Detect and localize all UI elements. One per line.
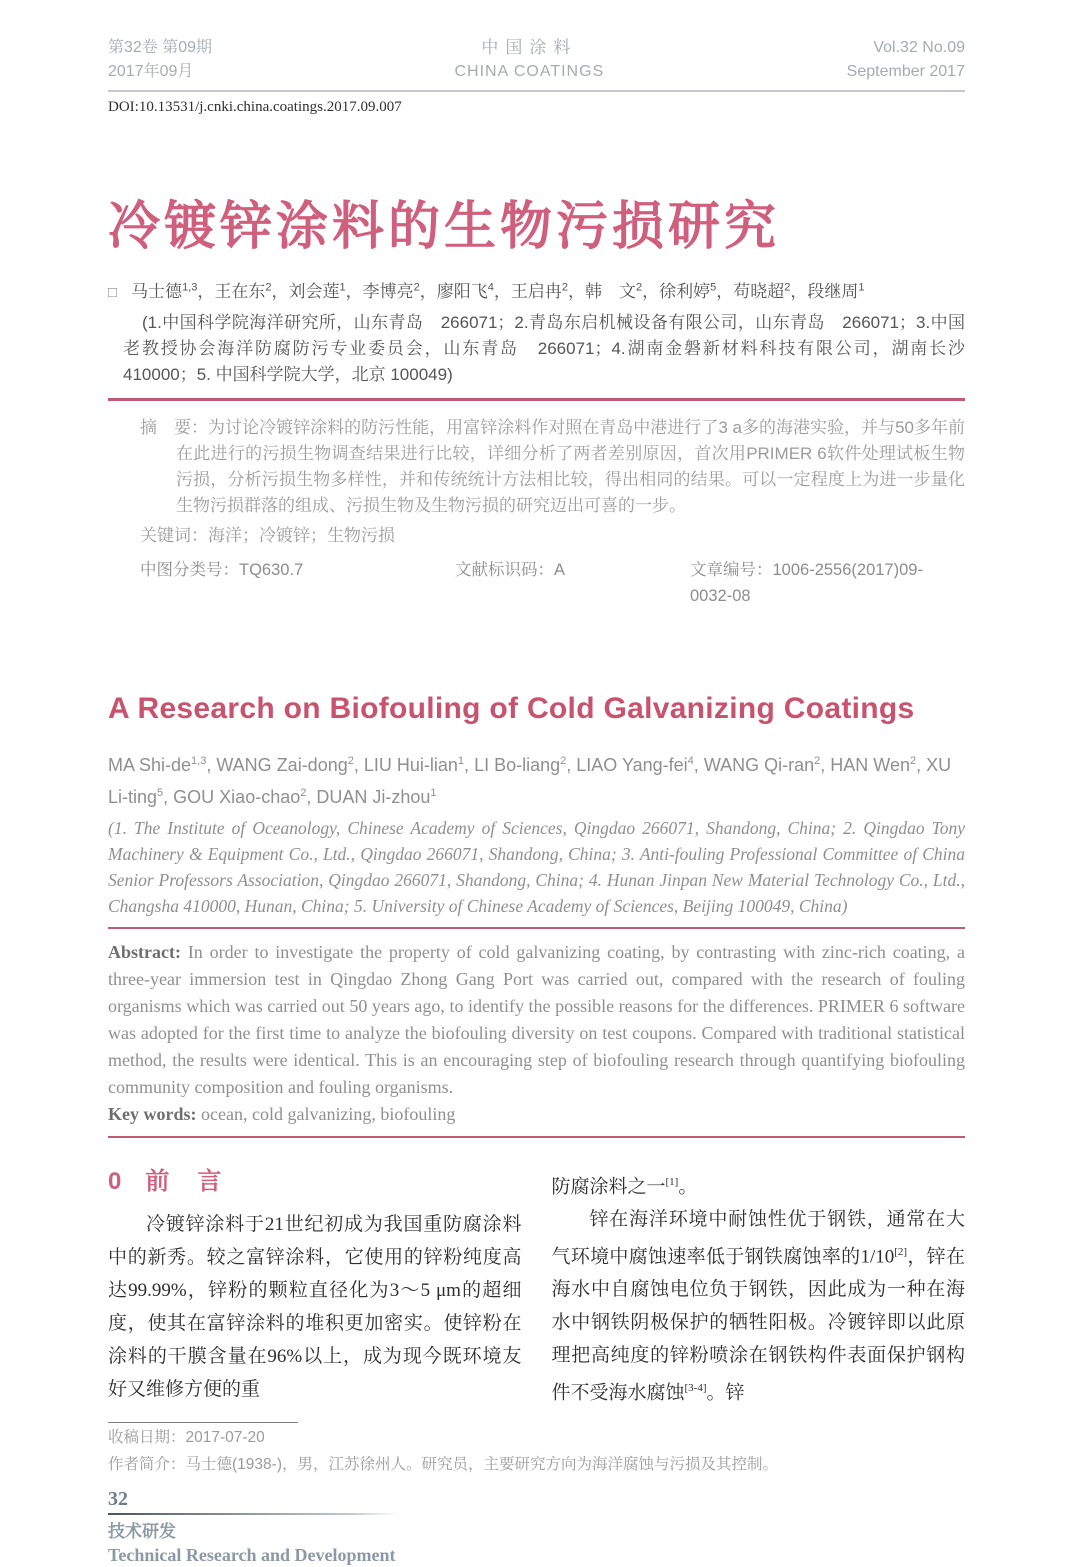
section-title: 前 言 bbox=[145, 1167, 224, 1195]
author-marker-square-icon: □ bbox=[108, 283, 118, 301]
issue-volume-cn: 第32卷 第09期 bbox=[108, 39, 213, 56]
left-column bbox=[108, 1166, 522, 1410]
author-bio: 作者简介：马士德(1938-)，男，江苏徐州人。研究员，主要研究方向为海洋腐蚀与污损及其控制。 bbox=[108, 1455, 778, 1473]
author-cn: 廖阳飞$^4$， bbox=[436, 281, 511, 301]
journal-name bbox=[455, 36, 605, 84]
author-cn: 王启冉$^2$， bbox=[510, 281, 585, 301]
author-cn: 王在东$^2$， bbox=[214, 281, 289, 301]
author-en: LIU Hui-lian$^1$, bbox=[363, 754, 475, 775]
journal-issue-en bbox=[847, 36, 965, 84]
authors-en bbox=[108, 747, 965, 811]
classification-row bbox=[108, 557, 965, 609]
abstract-en bbox=[108, 939, 965, 1101]
abstract-en-text: In order to investigate the property of cold galvanizing coating, by contrasting with zinc-rich coating, a three-year immersion test in Qingdao Zhong Gang Port was carried out, compared with the research of fouling organisms which was carried out 50 years ago, to identify the possible reasons for the differences. PRIMER 6 software was adopted for the first time to analyze the biofouling diversity on test coupons. Compared with traditional statistical method, the results were identical. This is an encouraging step of biofouling research through quantifying biofouling community composition and fouling organisms. bbox=[108, 941, 965, 1097]
body-columns bbox=[108, 1166, 965, 1410]
article-id: 文章编号：1006-2556(2017)09-0032-08 bbox=[690, 560, 923, 605]
affiliations-en: (1. The Institute of Oceanology, Chinese Academy of Sciences, Qingdao 266071, Shandong, China; 2. Qingdao Tony Machinery & Equipment Co., Ltd., Qingdao 266071, Shandong, China; 3. Anti-fouling Professional Committee of China Senior Professors Association, Qingdao 266071, Shandong, China; 4. Hunan Jinpan New Material Technology Co., Ltd., Changsha 410000, Hunan, China; 5. University of Chinese Academy of Sciences, Beijing 100049, China) bbox=[108, 817, 965, 916]
ref-1: [1] bbox=[665, 1175, 679, 1188]
ref-2: [2] bbox=[894, 1245, 908, 1258]
section-number: 0 bbox=[108, 1167, 122, 1195]
journal-header bbox=[108, 36, 965, 84]
footnote-block bbox=[108, 1422, 965, 1477]
author-en: GOU Xiao-chao$^2$, bbox=[173, 786, 317, 807]
clc-number: 中图分类号：TQ630.7 bbox=[140, 560, 304, 579]
page-number: 32 bbox=[108, 1487, 128, 1510]
keywords-cn-label: 关键词： bbox=[140, 525, 208, 545]
article-title-en: A Research on Biofouling of Cold Galvanizing Coatings bbox=[108, 691, 915, 725]
pink-rule-mid bbox=[108, 927, 965, 929]
journal-issue-cn bbox=[108, 36, 212, 84]
intro-paragraph-2: 锌在海洋环境中耐蚀性优于钢铁，通常在大气环境中腐蚀速率低于钢铁腐蚀率的1/10[2]，锌在海水中自腐蚀电位负于钢铁，因此成为一种在海水中钢铁阴极保护的牺牲阳极。冷镀锌即以此原理把高纯度的锌粉喷涂在钢铁构件表面保护钢构件不受海水腐蚀[3-4]。锌 bbox=[551, 1208, 965, 1404]
keywords-en bbox=[108, 1101, 965, 1128]
journal-name-en: CHINA COATINGS bbox=[454, 63, 605, 80]
author-cn: 刘会莲$^1$， bbox=[288, 281, 363, 301]
authors-cn bbox=[108, 274, 965, 306]
header-divider bbox=[108, 90, 965, 92]
author-cn: 苟晓超$^2$， bbox=[733, 281, 808, 301]
keywords-cn bbox=[108, 523, 965, 549]
author-cn: 段继周$^1$ bbox=[807, 281, 865, 301]
intro-paragraph-1: 冷镀锌涂料于21世纪初成为我国重防腐涂料中的新秀。较之富锌涂料，它使用的锌粉纯度高达99.99%，锌粉的颗粒直径化为3～5 μm的超细度，使其在富锌涂料的堆积更加密实。使锌粉在涂料的干膜含量在96%以上，成为现今既环境友好又维修方便的重 bbox=[108, 1213, 522, 1400]
author-cn: 韩 文$^2$， bbox=[584, 281, 660, 301]
doi-text: DOI:10.13531/j.cnki.china.coatings.2017.09.007 bbox=[108, 99, 402, 115]
author-en: MA Shi-de$^{1,3}$, bbox=[108, 754, 217, 775]
author-en: LI Bo-liang$^2$, bbox=[474, 754, 577, 775]
received-date: 收稿日期：2017-07-20 bbox=[108, 1428, 265, 1446]
keywords-cn-text: 海洋；冷镀锌；生物污损 bbox=[208, 525, 395, 545]
abstract-cn-label: 摘 要： bbox=[140, 417, 209, 437]
footer-divider bbox=[108, 1513, 398, 1515]
author-en: WANG Qi-ran$^2$, bbox=[703, 754, 831, 775]
author-en: LIAO Yang-fei$^4$, bbox=[576, 754, 704, 775]
author-en: XU Li-ting$^5$, bbox=[108, 754, 952, 807]
section-heading bbox=[108, 1166, 522, 1198]
author-cn: 徐利婷$^5$， bbox=[659, 281, 734, 301]
document-code: 文献标识码：A bbox=[455, 560, 566, 579]
issue-date-en: September 2017 bbox=[846, 63, 965, 80]
abstract-cn-text: 为讨论冷镀锌涂料的防污性能，用富锌涂料作对照在青岛中港进行了3 a多的海港实验，并与50多年前在此进行的污损生物调查结果进行比较，详细分析了两者差别原因，首次用PRIMER 6软件处理试板生物污损，分析污损生物多样性，并和传统统计方法相比较，得出相同的结果。可以一定程度上为进一步量化生物污损群落的组成、污损生物及生物污损的研究迈出可喜的一步。 bbox=[176, 417, 966, 515]
author-cn: 李博亮$^2$， bbox=[362, 281, 437, 301]
affiliations-cn: (1.中国科学院海洋研究所，山东青岛 266071；2.青岛东启机械设备有限公司，山东青岛 266071；3.中国老教授协会海洋防腐防污专业委员会，山东青岛 266071；4.湖南金磐新材料科技有限公司，湖南长沙 410000；5. 中国科学院大学，北京 100049) bbox=[123, 312, 982, 384]
author-en: HAN Wen$^2$, bbox=[830, 754, 927, 775]
author-en: WANG Zai-dong$^2$, bbox=[216, 754, 364, 775]
keywords-en-label: Key words: bbox=[108, 1103, 197, 1124]
pink-rule-bottom bbox=[108, 1136, 965, 1138]
journal-name-cn: 中国涂料 bbox=[481, 38, 578, 57]
keywords-en-text: ocean, cold galvanizing, biofouling bbox=[196, 1103, 456, 1124]
pink-rule-top bbox=[108, 398, 965, 401]
column-name-cn: 技术研发 bbox=[108, 1521, 176, 1541]
article-title-cn: 冷镀锌涂料的生物污损研究 bbox=[108, 198, 781, 256]
issue-date-cn: 2017年09月 bbox=[108, 63, 194, 80]
intro-paragraph-1-continued: 防腐涂料之一[1]。 bbox=[551, 1175, 698, 1197]
footnote-divider bbox=[108, 1422, 298, 1423]
column-name-en: Technical Research and Development bbox=[108, 1544, 396, 1565]
right-column bbox=[552, 1166, 966, 1410]
ref-3-4: [3-4] bbox=[684, 1382, 707, 1395]
abstract-en-label: Abstract: bbox=[108, 941, 181, 962]
author-en: DUAN Ji-zhou$^1$ bbox=[316, 786, 437, 807]
author-cn: 马士德$^{1,3}$， bbox=[131, 281, 215, 301]
issue-volume-en: Vol.32 No.09 bbox=[873, 39, 965, 56]
abstract-cn bbox=[108, 415, 965, 519]
page-footer bbox=[108, 1487, 965, 1567]
